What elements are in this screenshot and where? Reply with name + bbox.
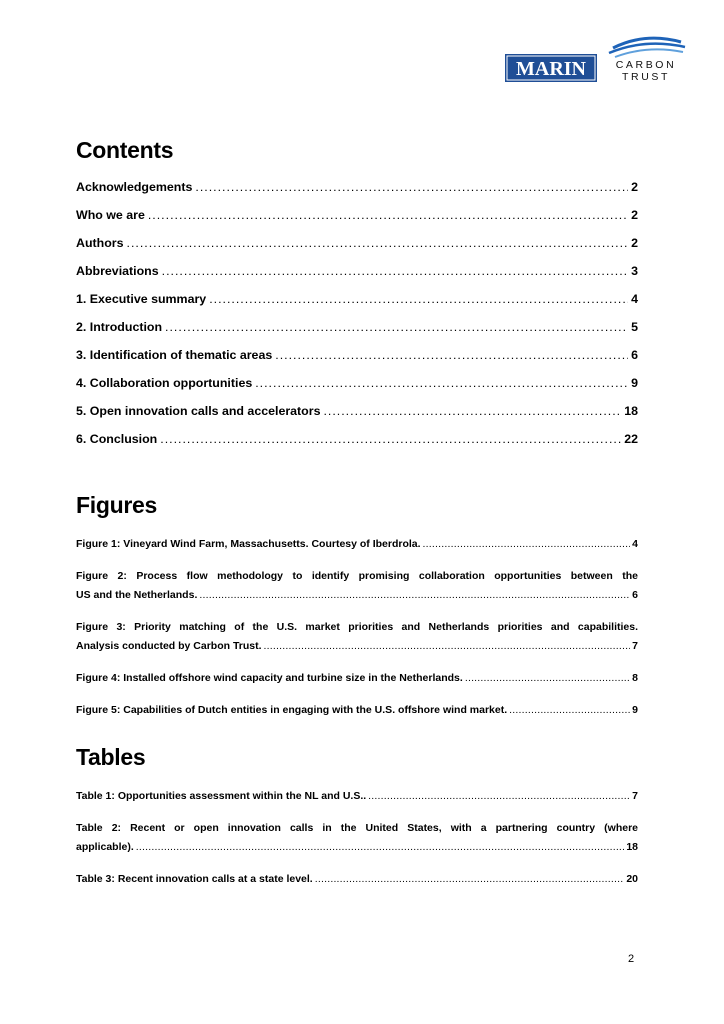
carbon-logo-line2: TRUST <box>622 71 670 83</box>
toc-item[interactable]: Abbreviations ..... 3 <box>76 264 638 292</box>
figures-heading: Figures <box>76 492 157 518</box>
page-number: 2 <box>628 953 635 965</box>
toc-item[interactable]: Acknowledgements ..... 2 <box>76 180 638 208</box>
figure-item[interactable]: Figure 4: Installed offshore wind capacity and turbine size in the Netherlands. ..... 8 <box>76 669 638 688</box>
carbon-trust-swoosh-icon <box>605 34 687 60</box>
figure-item[interactable]: Figure 5: Capabilities of Dutch entities in engaging with the U.S. offshore wind market. ..... 9 <box>76 701 638 720</box>
contents-heading: Contents <box>76 137 174 163</box>
toc-item[interactable]: 2. Introduction ..... 5 <box>76 320 638 348</box>
table-item[interactable]: Table 3: Recent innovation calls at a state level. ..... 20 <box>76 870 638 889</box>
toc-item[interactable]: 4. Collaboration opportunities ..... 9 <box>76 376 638 404</box>
toc-item[interactable]: 5. Open innovation calls and accelerators ..... 18 <box>76 404 638 432</box>
figure-item[interactable]: Figure 3: Priority matching of the U.S. market priorities and Netherlands priorities and capabilities. Analysis conducted by Carbon Trust. ..... 7 <box>76 618 638 656</box>
toc-item[interactable]: 1. Executive summary ..... 4 <box>76 292 638 320</box>
carbon-trust-logo <box>605 34 687 88</box>
tables-heading: Tables <box>76 744 146 770</box>
toc-item[interactable]: 6. Conclusion ..... 22 <box>76 432 638 460</box>
marin-logo <box>505 54 597 82</box>
carbon-logo-line1: CARBON <box>615 59 677 71</box>
toc-item[interactable]: Who we are ..... 2 <box>76 208 638 236</box>
toc-item[interactable]: 3. Identification of thematic areas ..... 6 <box>76 348 638 376</box>
tables-list <box>76 787 638 902</box>
figures-list <box>76 535 638 733</box>
figure-item[interactable]: Figure 1: Vineyard Wind Farm, Massachusetts. Courtesy of Iberdrola. ..... 4 <box>76 535 638 554</box>
contents-list <box>76 180 638 460</box>
table-item[interactable]: Table 1: Opportunities assessment within the NL and U.S.. ..... 7 <box>76 787 638 806</box>
header-logos <box>505 34 685 88</box>
table-item[interactable]: Table 2: Recent or open innovation calls in the United States, with a partnering country (where applicable). ..... 18 <box>76 819 638 857</box>
toc-item[interactable]: Authors ..... 2 <box>76 236 638 264</box>
figure-item[interactable]: Figure 2: Process flow methodology to identify promising collaboration opportunities between the US and the Netherlands. ..... 6 <box>76 567 638 605</box>
marin-logo-text: MARIN <box>516 58 586 80</box>
